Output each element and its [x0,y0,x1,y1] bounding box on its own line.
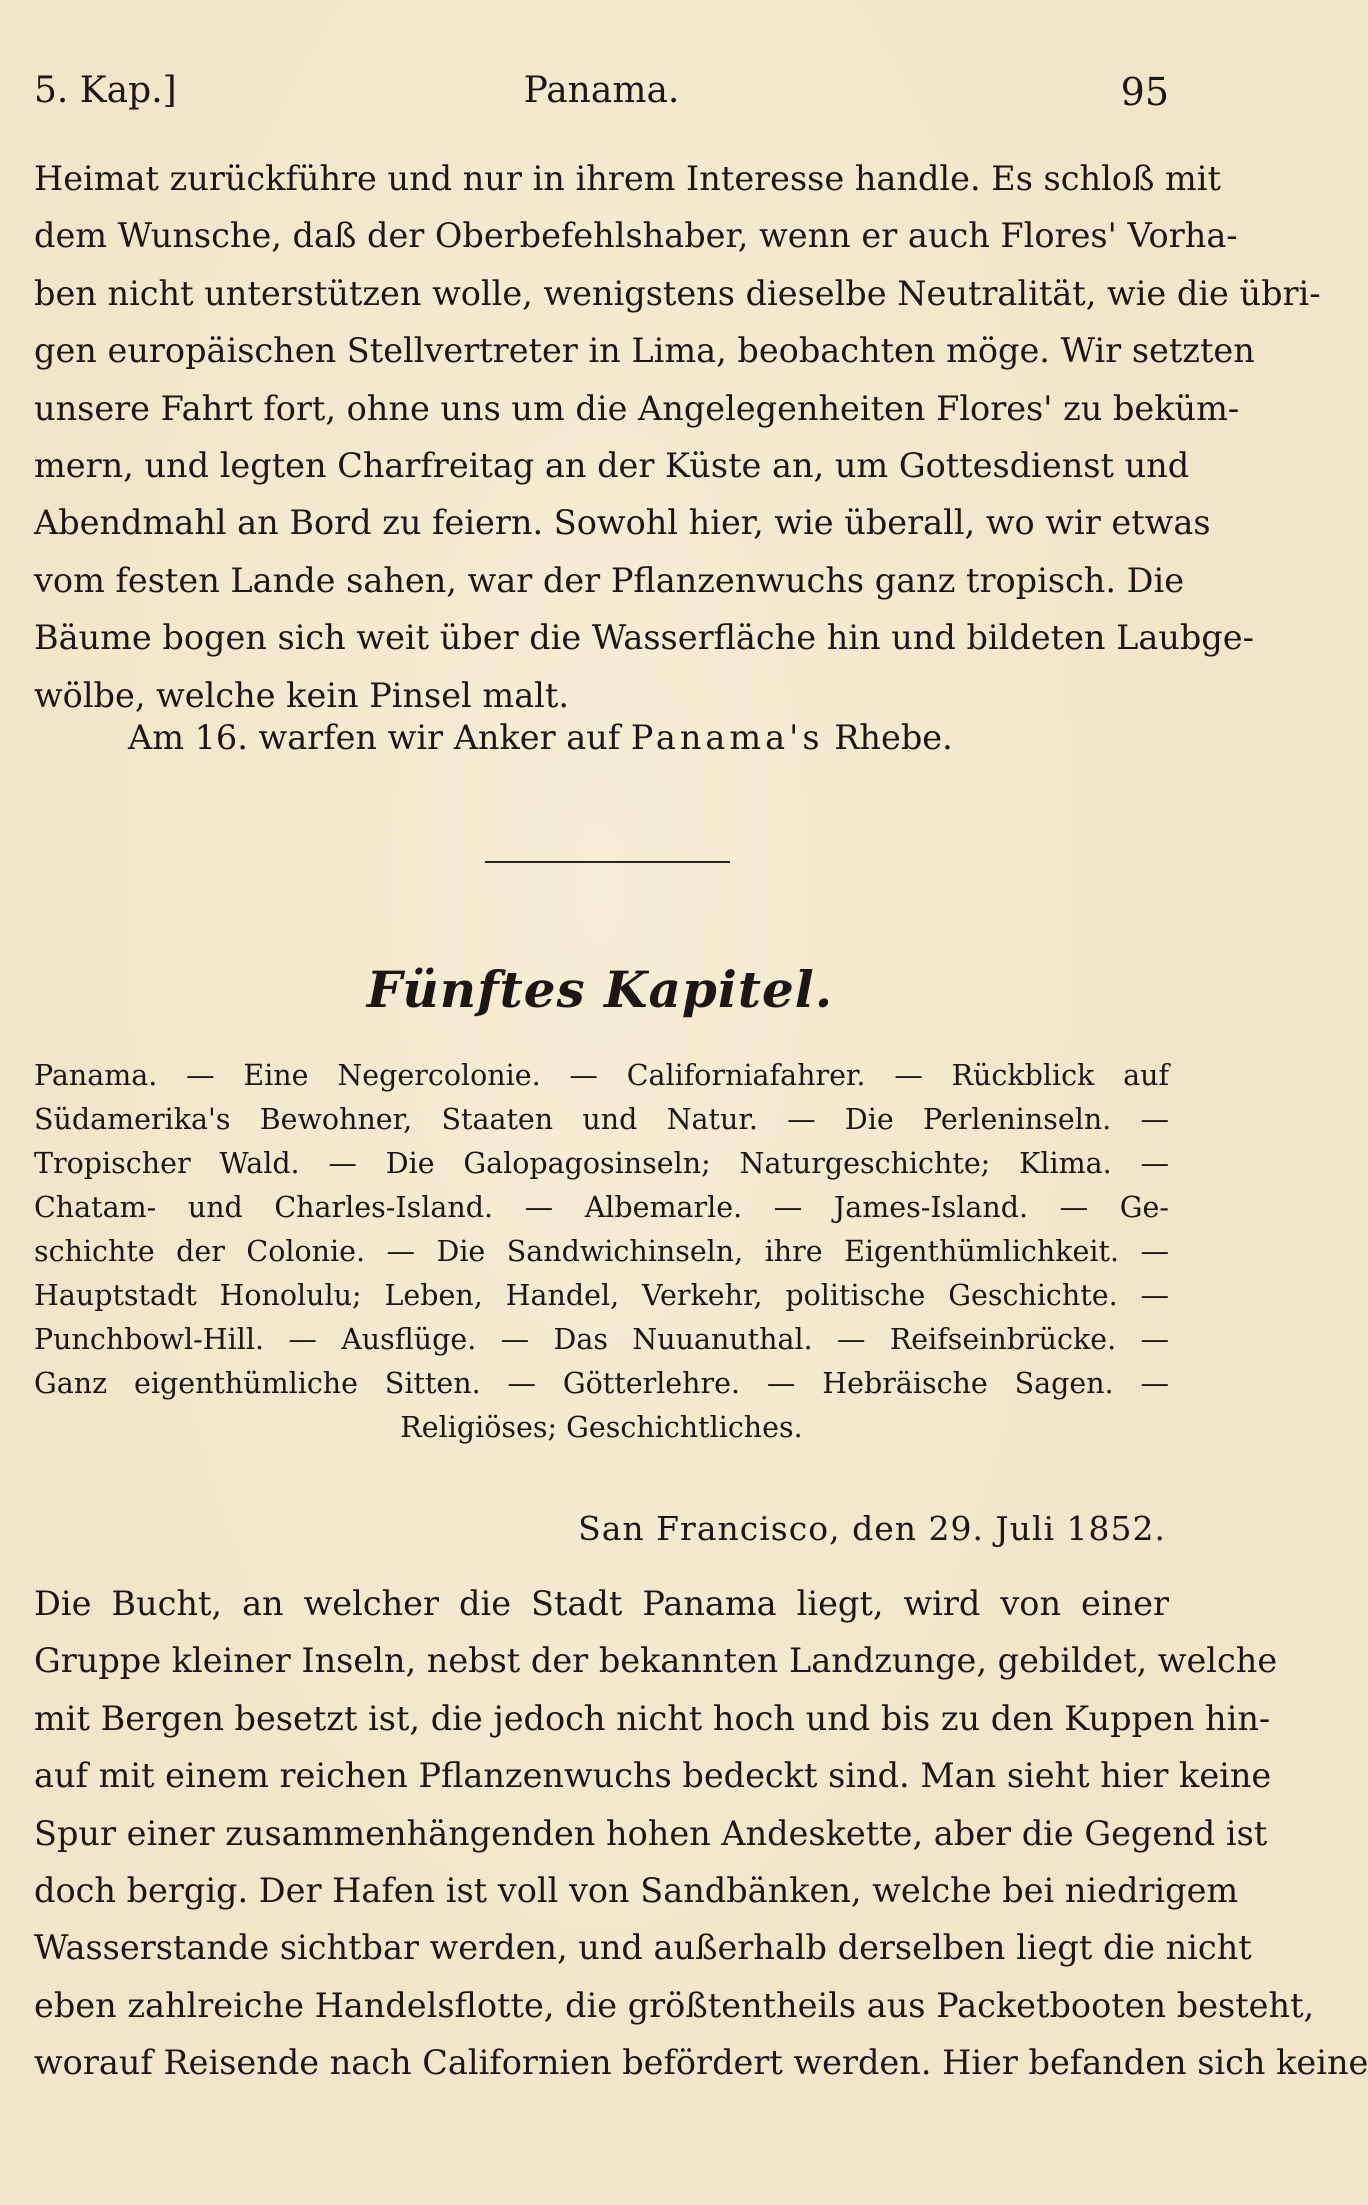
text-line: Die Bucht, an welcher die Stadt Panama liegt, wird von einer [34,1584,1169,1623]
text-line: ben nicht unterstützen wolle, wenigstens dieselbe Neutralität, wie die übri- [34,273,1321,313]
text-line: worauf Reisende nach Californien befördert werden. Hier befanden sich keine [34,2043,1368,2083]
arrival-text-after: Rhebe. [823,718,953,757]
summary-line: schichte der Colonie. — Die Sandwichinseln, ihre Eigenthümlichkeit. — [34,1235,1169,1268]
summary-line: Hauptstadt Honolulu; Leben, Handel, Verkehr, politische Geschichte. — [34,1279,1169,1312]
summary-line: Tropischer Wald. — Die Galopagosinseln; Naturgeschichte; Klima. — [34,1147,1169,1180]
summary-line: Religiöses; Geschichtliches. [400,1411,803,1444]
text-line: eben zahlreiche Handelsflotte, die größtentheils aus Packetbooten besteht, [34,1985,1315,2025]
arrival-text-before: Am 16. warfen wir Anker auf [128,718,631,757]
text-line: gen europäischen Stellvertreter in Lima, beobachten möge. Wir setzten [34,331,1255,371]
text-line: Wasserstande sichtbar werden, und außerhalb derselben liegt die nicht [34,1928,1252,1968]
text-line: doch bergig. Der Hafen ist voll von Sandbänken, welche bei niedrigem [34,1871,1239,1911]
summary-line: Chatam- und Charles-Island. — Albemarle. — James-Island. — Ge- [34,1191,1169,1224]
summary-line: Punchbowl-Hill. — Ausflüge. — Das Nuuanuthal. — Reifseinbrücke. — [34,1323,1169,1356]
text-line: vom festen Lande sahen, war der Pflanzenwuchs ganz tropisch. Die [34,560,1185,600]
page-number: 95 [1120,70,1169,114]
chapter-summary [34,1054,1169,1450]
summary-line: Ganz eigenthümliche Sitten. — Götterlehre. — Hebräische Sagen. — [34,1367,1169,1400]
text-line: unsere Fahrt fort, ohne uns um die Angelegenheiten Flores' zu beküm- [34,388,1240,428]
text-line: auf mit einem reichen Pflanzenwuchs bedeckt sind. Man sieht hier keine [34,1756,1272,1796]
arrival-text-spaced: Panama's [630,718,824,757]
text-line: Abendmahl an Bord zu feiern. Sowohl hier, wie überall, wo wir etwas [34,503,1211,543]
text-line: Bäume bogen sich weit über die Wasserfläche hin und bildeten Laubge- [34,618,1254,658]
text-line: wölbe, welche kein Pinsel malt. [34,675,569,715]
text-line: Gruppe kleiner Inseln, nebst der bekannten Landzunge, gebildet, welche [34,1641,1278,1681]
paragraph-2 [34,1575,1368,2092]
paragraph-1 [34,150,1321,724]
summary-line: Panama. — Eine Negercolonie. — Californiafahrer. — Rückblick auf [34,1059,1169,1092]
text-line: dem Wunsche, daß der Oberbefehlshaber, wenn er auch Flores' Vorha- [34,216,1238,256]
text-line: mern, und legten Charfreitag an der Küste an, um Gottesdienst und [34,446,1190,486]
chapter-title: Fünftes Kapitel. [366,960,834,1019]
chapter-reference: 5. Kap.] [34,70,177,111]
text-line: Spur einer zusammenhängenden hohen Andeskette, aber die Gegend ist [34,1813,1268,1853]
text-line: Heimat zurückführe und nur in ihrem Interesse handle. Es schloß mit [34,159,1221,198]
text-line: mit Bergen besetzt ist, die jedoch nicht hoch und bis zu den Kuppen hin- [34,1698,1271,1738]
section-divider [485,861,730,863]
dateline: San Francisco, den 29. Juli 1852. [578,1509,1166,1548]
summary-line: Südamerika's Bewohner, Staaten und Natur. — Die Perleninseln. — [34,1103,1169,1136]
arrival-line [128,709,953,766]
running-header [34,70,1169,120]
running-title: Panama. [523,70,680,111]
